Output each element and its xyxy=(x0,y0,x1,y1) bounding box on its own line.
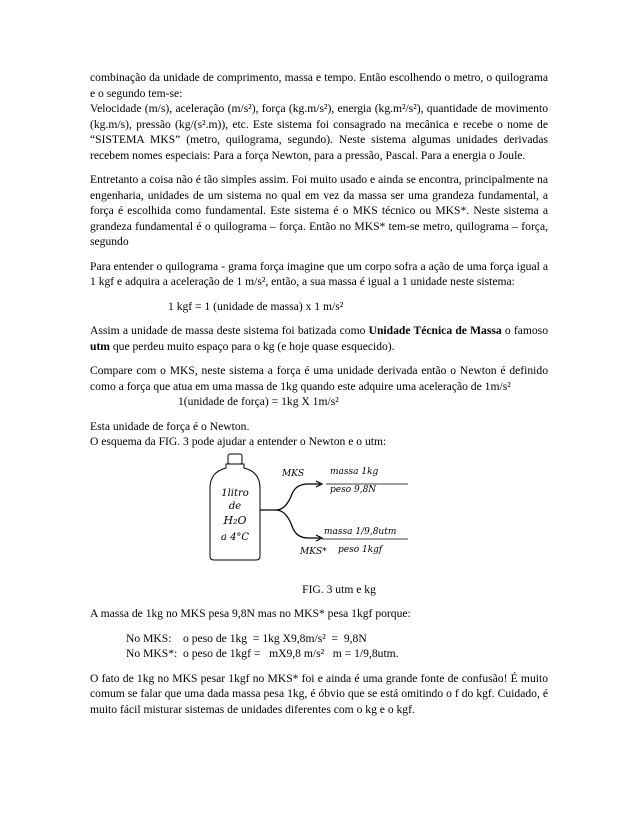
formula-kgf: 1 kgf = 1 (unidade de massa) x 1 m/s² xyxy=(168,299,344,313)
utm-text-pre: Assim a unidade de massa deste sistema foi batizada como xyxy=(90,324,369,337)
bottle-label-2: de xyxy=(228,500,242,512)
mks-star-label: MKS* xyxy=(300,546,327,557)
paragraph-intro-b: Velocidade (m/s), aceleração (m/s²), força (kg.m/s²), energia (kg.m²/s²), quantidade de movimento (kg.m/s), pressão (kg/(s².m)), etc. Este sistema foi consagrado na mecânica e recebe o nome de “SISTEMA MKS” (metro, quilograma, segundo). Neste sistema algumas unidades derivadas recebem nomes especiais: Para a força Newton, para a pressão, Pascal. Para a energia o Joule. xyxy=(90,102,548,162)
paragraph-quilograma-forca: Para entender o quilograma - grama força imagine que um corpo sofra a ação de uma força igual a 1 kgf e adquira a aceleração de 1 m/s², então, a sua massa é igual a 1 unidade neste sistema: xyxy=(90,259,548,288)
paragraph-massa-peso: A massa de 1kg no MKS pesa 9,8N mas no MKS* pesa 1kgf porque: xyxy=(90,607,411,620)
paragraph-mks-tecnico: Entretanto a coisa não é tão simples assim. Foi muito usado e ainda se encontra, principalmente na engenharia, unidades de um sistema no qual em vez da massa ser uma grandeza fundamental, a força é escolhida como fundamental. Este sistema é o MKS técnico ou MKS*. Neste sistema a grandeza fundamental é o quilograma – força. Então no MKS* tem-se metro, quilograma – força, segundo xyxy=(90,173,548,248)
utm-bold-abbrev: utm xyxy=(90,339,110,353)
figure-3 xyxy=(90,452,548,582)
bottle-label-1: 1litro xyxy=(221,487,249,499)
bottle-label-4: a 4°C xyxy=(220,531,250,543)
bottle-label-3: H₂O xyxy=(223,513,247,527)
branch-lines xyxy=(260,481,322,541)
paragraph-intro-a: combinação da unidade de comprimento, massa e tempo. Então escolhendo o metro, o quilograma e o segundo tem-se: xyxy=(90,71,548,100)
figure-caption: FIG. 3 utm e kg xyxy=(302,582,376,596)
paragraph-newton-b: O esquema da FIG. 3 pode ajudar a entender o Newton e o utm: xyxy=(90,435,387,448)
paragraph-newton-a: Esta unidade de força é o Newton. xyxy=(90,419,250,433)
utm-bold-term: Unidade Técnica de Massa xyxy=(368,324,502,337)
paragraph-compare-mks: Compare com o MKS, neste sistema a força é uma unidade derivada então o Newton é definido como a força que atua em uma massa de 1kg quando este adquire uma aceleração de 1m/s² xyxy=(90,364,548,393)
formula-newton: 1(unidade de força) = 1kg X 1m/s² xyxy=(178,395,339,408)
document-page xyxy=(90,70,548,717)
utm-text-post: que perdeu muito espaço para o kg (e hoje quase esquecido). xyxy=(109,339,395,353)
mks-peso: peso 9,8N xyxy=(330,484,377,495)
mks-star-peso: peso 1kgf xyxy=(338,544,383,555)
line-mks: No MKS: o peso de 1kg = 1kg X9,8m/s² = 9,8N xyxy=(126,631,367,645)
utm-text-mid: o famoso xyxy=(501,324,548,337)
mks-massa: massa 1kg xyxy=(330,466,379,477)
line-mks-star: No MKS*: o peso de 1kgf = mX9,8 m/s² m = 1/9,8utm. xyxy=(126,647,399,660)
paragraph-confusao: O fato de 1kg no MKS pesar 1kgf no MKS* foi e ainda é uma grande fonte de confusão! É muito comum se falar que uma dada massa pesa 1kg, é óbvio que se está omitindo o f do kgf. Cuidado, é muito fácil misturar sistemas de unidades diferentes com o kg e o kgf. xyxy=(90,671,548,716)
mks-label: MKS xyxy=(282,468,305,479)
figure-3-diagram xyxy=(208,452,448,567)
mks-star-massa: massa 1/9,8utm xyxy=(324,526,397,537)
paragraph-utm xyxy=(90,323,548,354)
